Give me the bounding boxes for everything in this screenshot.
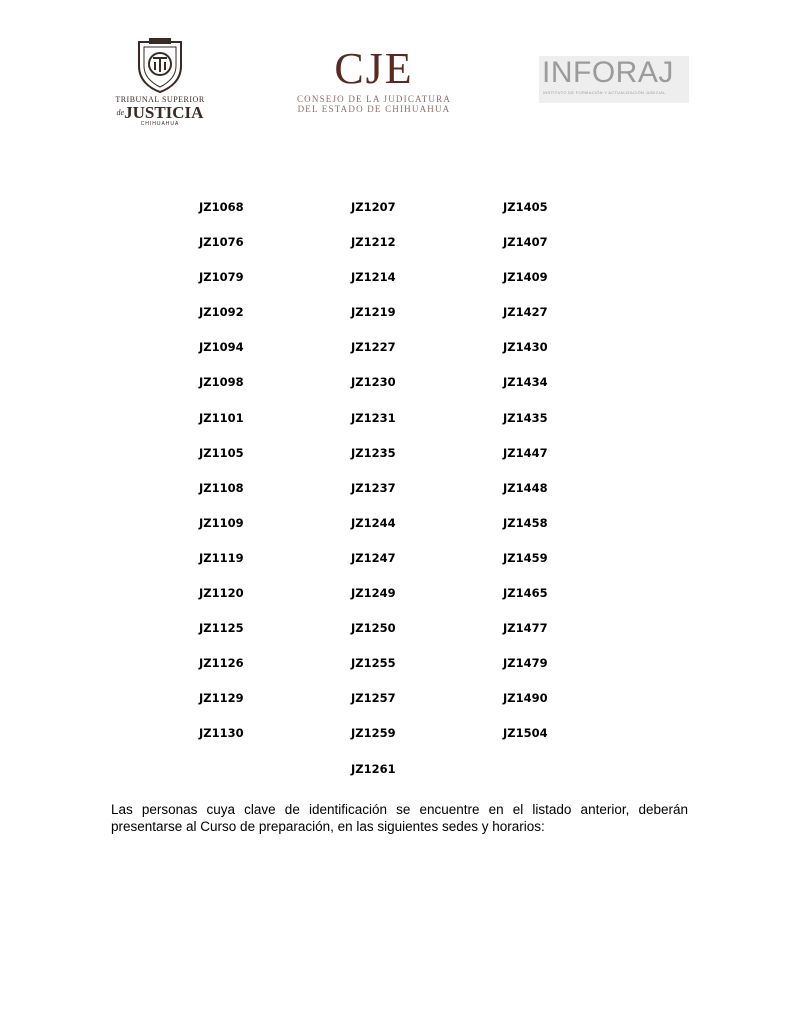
id-code: JZ1249 [351,586,396,601]
id-code: JZ1094 [199,340,244,355]
id-code: JZ1068 [199,200,244,214]
tsj-logo [112,36,208,128]
id-code: JZ1250 [351,621,396,636]
id-code: JZ1407 [503,235,548,250]
id-code: JZ1448 [503,480,548,495]
id-code: JZ1259 [351,726,396,741]
id-code: JZ1247 [351,550,396,565]
id-code: JZ1076 [199,235,244,250]
id-code: JZ1230 [351,375,396,390]
id-code: JZ1465 [503,586,548,601]
id-code: JZ1108 [199,480,244,495]
tsj-logo-justicia: JUSTICIA [124,103,204,122]
id-code: JZ1430 [503,340,548,355]
id-code: JZ1427 [503,305,548,320]
id-code: JZ1459 [503,550,548,565]
id-code: JZ1098 [199,375,244,390]
id-code: JZ1504 [503,726,548,741]
id-code: JZ1255 [351,656,396,671]
id-code: JZ1129 [199,691,244,706]
id-code: JZ1235 [351,445,396,460]
id-code: JZ1477 [503,621,548,636]
instructions-paragraph: Las personas cuya clave de identificación se encuentre en el listado anterior, deberán presentarse al Curso de preparación, en las siguientes sedes y horarios: [111,802,688,834]
id-code: JZ1212 [351,235,396,250]
id-code: JZ1447 [503,445,548,460]
id-code: JZ1092 [199,305,244,320]
id-code: JZ1119 [199,550,244,565]
cje-logo [296,44,452,114]
id-code: JZ1435 [503,410,548,425]
id-code: JZ1079 [199,270,244,285]
tsj-logo-line3: CHIHUAHUA [140,121,180,127]
id-code: JZ1257 [351,691,396,706]
id-code: JZ1219 [351,305,396,320]
id-code: JZ1130 [199,726,244,741]
id-code: JZ1207 [351,200,396,214]
id-code: JZ1120 [199,586,244,601]
id-code: JZ1237 [351,480,396,495]
id-code: JZ1409 [503,270,548,285]
id-code: JZ1125 [199,621,244,636]
tsj-logo-de: de [116,108,125,117]
id-code: JZ1227 [351,340,396,355]
inforaj-logo [539,56,689,103]
id-code: JZ1261 [351,761,396,776]
id-code: JZ1105 [199,445,244,460]
id-code: JZ1458 [503,515,548,530]
id-code: JZ1405 [503,200,548,214]
id-code: JZ1434 [503,375,548,390]
id-code: JZ1479 [503,656,548,671]
id-code: JZ1214 [351,270,396,285]
tsj-logo-line1: TRIBUNAL SUPERIOR [115,95,205,104]
id-code: JZ1244 [351,515,396,530]
id-column-1 [199,199,244,761]
tsj-logo-line2 [112,104,208,121]
tsj-shield-icon [133,36,187,94]
cje-logo-line1: CONSEJO DE LA JUDICATURA [296,94,452,104]
id-column-2 [351,199,396,796]
inforaj-logo-mark: INFORAJ [542,56,674,89]
id-code: JZ1101 [199,410,244,425]
id-code: JZ1490 [503,691,548,706]
cje-logo-mark: CJE [334,44,414,93]
inforaj-logo-sub: INSTITUTO DE FORMACIÓN Y ACTUALIZACIÓN JUDICIAL [543,90,666,95]
cje-logo-line2: DEL ESTADO DE CHIHUAHUA [297,104,451,114]
id-column-3 [503,199,548,761]
id-code: JZ1126 [199,656,244,671]
id-code: JZ1231 [351,410,396,425]
id-code: JZ1109 [199,515,244,530]
